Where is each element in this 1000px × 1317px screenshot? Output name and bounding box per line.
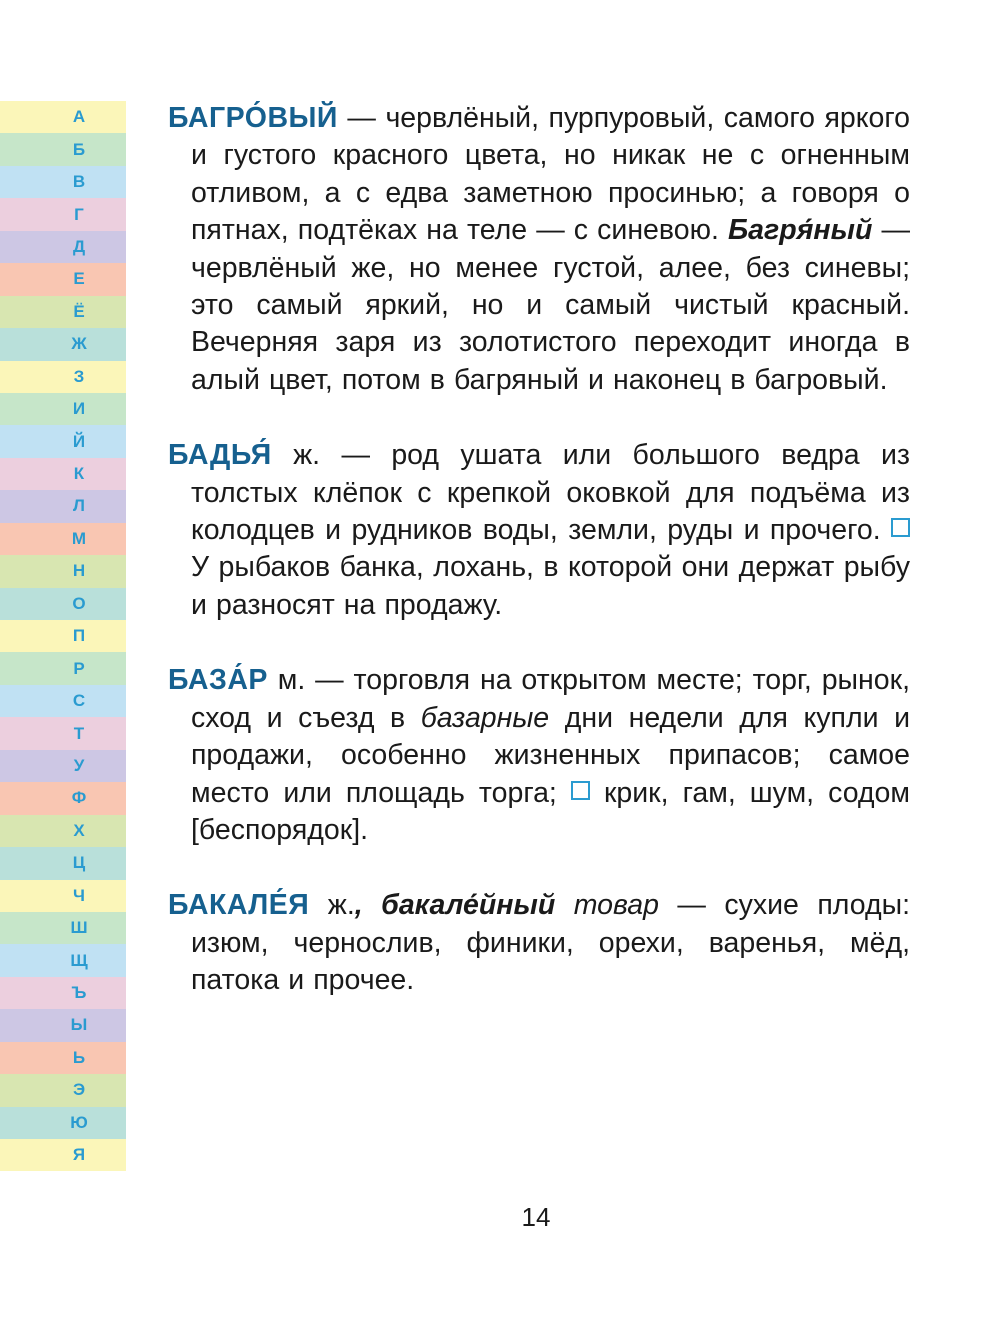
definition: крик, гам, шум, содом [беспорядок].	[191, 776, 910, 846]
alphabet-index	[0, 101, 126, 1171]
definition: дни недели для купли и продажи, особенно жизненных припасов; самое место или площадь торга;	[191, 701, 911, 809]
entry-bazar	[168, 662, 910, 849]
gender-mark: ж.	[309, 889, 355, 922]
alphabet-tab[interactable]: Ц	[0, 847, 126, 879]
alphabet-tab[interactable]: И	[0, 393, 126, 425]
alphabet-tab[interactable]: В	[0, 166, 126, 198]
italic-term: товар	[555, 889, 659, 922]
alphabet-tab[interactable]: Ф	[0, 782, 126, 814]
alphabet-tab[interactable]: Я	[0, 1139, 126, 1171]
comma: ,	[354, 889, 363, 922]
alphabet-tab[interactable]: Ы	[0, 1009, 126, 1041]
entry-bagrovy	[168, 100, 910, 399]
alphabet-tab[interactable]: Ё	[0, 296, 126, 328]
alphabet-tab[interactable]: Н	[0, 555, 126, 587]
alphabet-tab[interactable]: Ю	[0, 1107, 126, 1139]
alphabet-tab[interactable]: З	[0, 361, 126, 393]
alphabet-tab[interactable]: У	[0, 750, 126, 782]
alphabet-tab[interactable]: М	[0, 523, 126, 555]
alphabet-tab[interactable]: Ь	[0, 1042, 126, 1074]
definition: — червлёный же, но менее густой, алее, без синевы; это самый яркий, но и самый чистый красный. Вечерняя заря из золотистого переходит иногда в алый цвет, потом в багряный и наконец в багровый.	[191, 214, 910, 396]
alphabet-tab[interactable]: Л	[0, 490, 126, 522]
entry-bakaleya	[168, 887, 910, 999]
square-marker-icon	[571, 781, 590, 800]
alphabet-tab[interactable]: Г	[0, 198, 126, 230]
subheadword: Багря́ный	[727, 214, 873, 247]
dictionary-page	[168, 100, 910, 1000]
headword: БАКАЛЕ́Я	[168, 889, 310, 922]
alphabet-tab[interactable]: Д	[0, 231, 126, 263]
square-marker-icon	[891, 518, 910, 537]
alphabet-tab[interactable]: А	[0, 101, 126, 133]
entry-badya	[168, 437, 910, 624]
definition: У рыбаков банка, лохань, в которой они держат рыбу и разносят на продажу.	[191, 551, 910, 621]
alphabet-tab[interactable]: Ч	[0, 880, 126, 912]
alphabet-tab[interactable]: К	[0, 458, 126, 490]
alphabet-tab[interactable]: П	[0, 620, 126, 652]
alphabet-tab[interactable]: Щ	[0, 944, 126, 976]
page-number: 14	[521, 1202, 551, 1232]
italic-term: базарные	[420, 701, 550, 734]
alphabet-tab[interactable]: О	[0, 588, 126, 620]
alphabet-tab[interactable]: С	[0, 685, 126, 717]
alphabet-tab[interactable]: Т	[0, 717, 126, 749]
alphabet-tab[interactable]: Б	[0, 133, 126, 165]
headword: БАЗА́Р	[168, 664, 268, 697]
headword: БАДЬЯ́	[168, 439, 272, 472]
alphabet-tab[interactable]: Э	[0, 1074, 126, 1106]
definition: м. — торговля на открытом месте; торг, рынок, сход и съезд в	[191, 664, 910, 734]
alphabet-tab[interactable]: Е	[0, 263, 126, 295]
alphabet-tab[interactable]: Р	[0, 652, 126, 684]
subheadword: бакале́йный	[381, 889, 556, 922]
alphabet-tab[interactable]: Ш	[0, 912, 126, 944]
alphabet-tab[interactable]: Х	[0, 815, 126, 847]
definition: ж. — род ушата или большого ведра из толстых клёпок с крепкой оковкой для подъёма из колодцев и рудников воды, земли, руды и прочего.	[191, 439, 910, 547]
alphabet-tab[interactable]: Ж	[0, 328, 126, 360]
headword: БАГРО́ВЫЙ	[168, 102, 338, 134]
alphabet-tab[interactable]: Ъ	[0, 977, 126, 1009]
definition: — сухие плоды: изюм, чернослив, финики, орехи, варенья, мёд, патока и прочее.	[191, 889, 911, 997]
definition: — червлёный, пурпуровый, самого яркого и густого красного цвета, но никак не с огненным отливом, а с едва заметною просинью; а говоря о пятнах, подтёках на теле — с синевою.	[191, 102, 910, 247]
alphabet-tab[interactable]: Й	[0, 425, 126, 457]
